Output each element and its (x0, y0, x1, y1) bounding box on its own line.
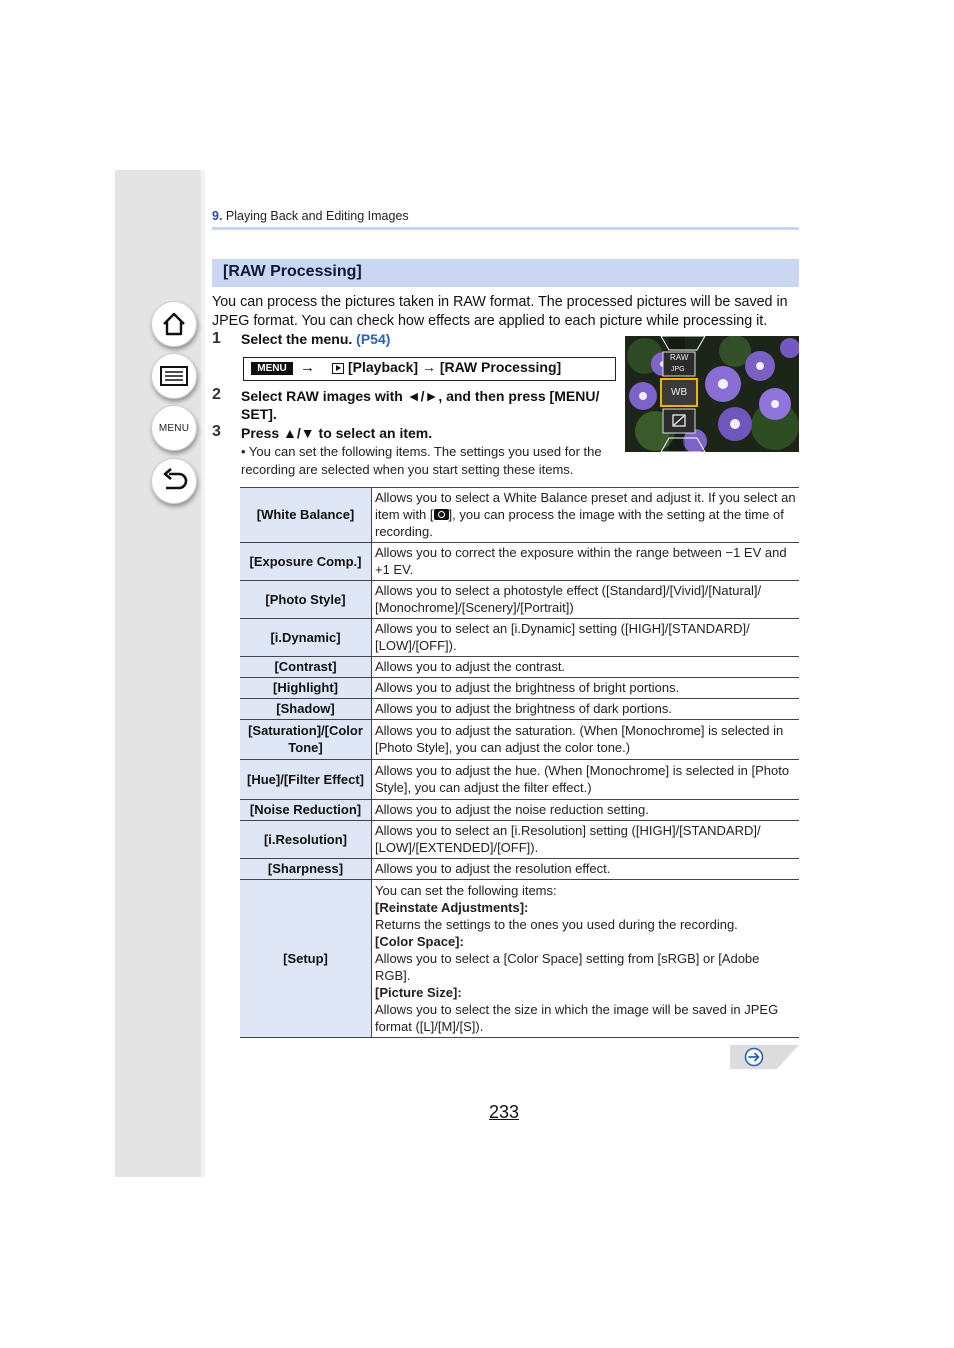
setting-description: Allows you to adjust the saturation. (When [Monochrome] is selected in [Photo Style], you can adjust the color tone.) (372, 720, 800, 760)
table-row (240, 619, 799, 657)
thumbnail-raw-label: RAW (670, 353, 689, 362)
setting-name: [Sharpness] (240, 859, 372, 880)
setting-description: Allows you to adjust the hue. (When [Monochrome] is selected in [Photo Style], you can adjust the filter effect.) (372, 760, 800, 800)
step-2-number: 2 (212, 386, 221, 403)
setting-name: [i.Dynamic] (240, 619, 372, 657)
menu-path-text: [Playback] → [RAW Processing] (348, 359, 562, 375)
menu-icon: MENU (158, 422, 190, 434)
sidebar-edge (201, 170, 205, 1177)
setting-name: [Noise Reduction] (240, 800, 372, 821)
setting-name: [Setup] (240, 880, 372, 1038)
setup-item-heading: [Picture Size]: (375, 984, 462, 1000)
setup-item-heading: [Color Space]: (375, 933, 464, 949)
table-row (240, 720, 799, 760)
step-3-number: 3 (212, 423, 221, 440)
raw-processing-settings-table (240, 487, 799, 1038)
setup-intro: You can set the following items: (375, 882, 557, 898)
setting-description: Allows you to select an [i.Resolution] setting ([HIGH]/[STANDARD]/ [LOW]/[EXTENDED]/[OFF]). (372, 821, 800, 859)
table-row (240, 543, 799, 581)
section-header (212, 259, 799, 287)
breadcrumb (212, 209, 409, 223)
setup-description (372, 880, 800, 1038)
camera-icon (434, 509, 449, 520)
step-2-line-1: Select RAW images with ◄/►, and then press [MENU/ (241, 388, 600, 404)
menu-button[interactable] (151, 405, 197, 451)
setup-item-heading: [Reinstate Adjustments]: (375, 899, 529, 915)
raw-processing-screen-image (625, 336, 799, 452)
chapter-title: Playing Back and Editing Images (225, 209, 409, 223)
setup-item-text: Allows you to select a [Color Space] setting from [sRGB] or [Adobe RGB]. (375, 950, 760, 983)
table-row (240, 760, 799, 800)
step-1-text (241, 330, 390, 348)
back-arrow-icon (160, 468, 188, 494)
setting-description: Allows you to select an [i.Dynamic] setting ([HIGH]/[STANDARD]/ [LOW]/[OFF]). (372, 619, 800, 657)
setting-name: [Exposure Comp.] (240, 543, 372, 581)
next-page-button[interactable] (730, 1045, 799, 1069)
menu-path-box (243, 357, 616, 381)
step-1-label: Select the menu. (241, 331, 353, 347)
setup-item-text: Allows you to select the size in which the image will be saved in JPEG format ([L]/[M]/[S]). (375, 1001, 779, 1034)
setting-description: Allows you to adjust the brightness of dark portions. (372, 699, 800, 720)
setting-description: Allows you to adjust the contrast. (372, 657, 800, 678)
menu-badge: MENU (251, 362, 293, 375)
page-reference-link[interactable]: (P54) (356, 331, 391, 347)
step-2-line-2: SET]. (241, 406, 277, 422)
next-page-arrow-icon (730, 1045, 799, 1069)
thumbnail-jpg-label: JPG (671, 366, 685, 373)
table-row (240, 821, 799, 859)
table-row (240, 581, 799, 619)
table-row (240, 859, 799, 880)
setting-name: [Photo Style] (240, 581, 372, 619)
setting-description: Allows you to adjust the resolution effect. (372, 859, 800, 880)
back-button[interactable] (151, 458, 197, 504)
setting-name: [Shadow] (240, 699, 372, 720)
thumbnail-wb-label: WB (671, 387, 688, 398)
step-3-note: • You can set the following items. The settings you used for the recording are selected when you start setting these items. (241, 444, 602, 477)
table-row (240, 678, 799, 699)
step-3-text: Press ▲/▼ to select an item. (241, 425, 433, 441)
flower-photo (625, 336, 799, 452)
setting-name: [i.Resolution] (240, 821, 372, 859)
playback-icon (332, 363, 344, 374)
setting-description: Allows you to select a White Balance preset and adjust it. If you select an item with [ ], you can process the image with the setting at the time of recording. (372, 488, 800, 543)
home-icon (160, 310, 188, 338)
table-row (240, 488, 799, 543)
chapter-number: 9. (212, 209, 223, 223)
arrow-icon: → (300, 359, 315, 376)
contents-button[interactable] (151, 353, 197, 399)
home-button[interactable] (151, 301, 197, 347)
setting-name: [Highlight] (240, 678, 372, 699)
table-row (240, 800, 799, 821)
step-1-number: 1 (212, 330, 221, 347)
intro-paragraph: You can process the pictures taken in RAW format. The processed pictures will be saved in JPEG format. You can check how effects are applied to each picture while processing it. (212, 294, 788, 329)
table-row (240, 699, 799, 720)
table-row (240, 880, 799, 1038)
table-row (240, 657, 799, 678)
setting-name: [White Balance] (240, 488, 372, 543)
setting-name: [Saturation]/[Color Tone] (240, 720, 372, 760)
setting-description: Allows you to adjust the brightness of bright portions. (372, 678, 800, 699)
list-icon (159, 364, 189, 388)
setting-name: [Contrast] (240, 657, 372, 678)
setup-item-text: Returns the settings to the ones you used during the recording. (375, 916, 738, 932)
setting-name: [Hue]/[Filter Effect] (240, 760, 372, 800)
header-rule (212, 227, 799, 230)
section-title: [RAW Processing] (223, 263, 362, 280)
setting-description: Allows you to correct the exposure within the range between −1 EV and +1 EV. (372, 543, 800, 581)
page-number: 233 (489, 1102, 520, 1122)
setting-description: Allows you to select a photostyle effect ([Standard]/[Vivid]/[Natural]/ [Monochrome]/[Scenery]/[Portrait]) (372, 581, 800, 619)
setting-description: Allows you to adjust the noise reduction setting. (372, 800, 800, 821)
